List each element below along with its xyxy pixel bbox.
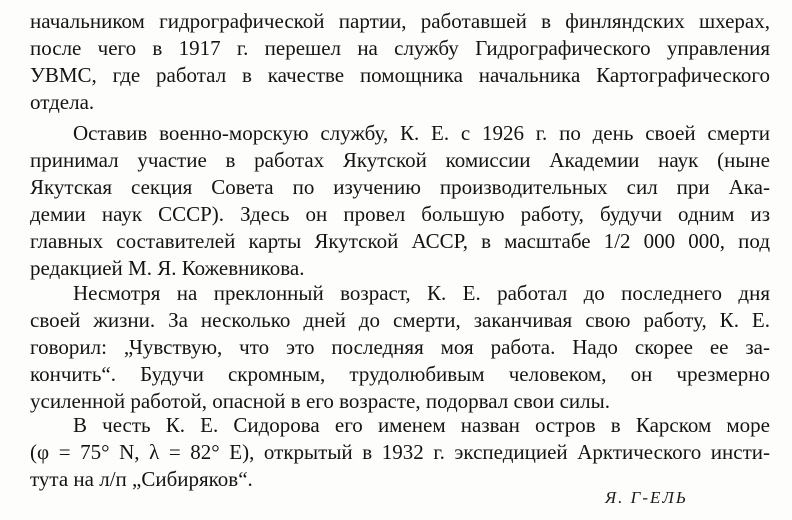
text-line-10: редакцией М. Я. Кожевникова. [30, 256, 305, 280]
text-line-9: главных составителей карты Якутской АССР, в масштабе 1/2 000 000, под [30, 229, 770, 253]
text-line-2: после чего в 1917 г. перешел на службу Гидрографического управления [30, 36, 770, 60]
text-line-8: демии наук СССР). Здесь он провел большую работу, будучи одним из [30, 202, 770, 226]
text-line-17: (φ = 75° N, λ = 82° E), открытый в 1932 г. экспедицией Арктического инсти- [30, 440, 770, 464]
text-line-5: Оставив военно-морскую службу, К. Е. с 1926 г. по день своей смерти [73, 121, 770, 145]
text-line-14: кончить“. Будучи скромным, трудолюбивым человеком, он чрезмерно [30, 362, 770, 386]
text-line-3: УВМС, где работал в качестве помощника начальника Картографического [30, 63, 770, 87]
text-line-4: отдела. [30, 90, 95, 114]
text-line-13: говорил: „Чувствую, что это последняя моя работа. Надо скорее ее за- [30, 335, 770, 359]
text-line-12: своей жизни. За несколько дней до смерти, заканчивая свою работу, К. Е. [30, 308, 770, 332]
text-line-6: принимал участие в работах Якутской комиссии Академии наук (ныне [30, 148, 770, 172]
text-line-7: Якутская секция Совета по изучению производительных сил при Ака- [30, 175, 770, 199]
text-line-1: начальником гидрографической партии, работавшей в финляндских шхерах, [30, 9, 770, 33]
text-line-18: тута на л/п „Сибиряков“. [30, 467, 253, 491]
text-line-15: усиленной работой, опасной в его возрасте, подорвал свои силы. [30, 389, 611, 413]
text-line-16: В честь К. Е. Сидорова его именем назван остров в Карском море [73, 413, 770, 437]
author-signature: Я. Г-ЕЛЬ [605, 488, 688, 507]
text-line-11: Несмотря на преклонный возраст, К. Е. работал до последнего дня [73, 281, 770, 305]
